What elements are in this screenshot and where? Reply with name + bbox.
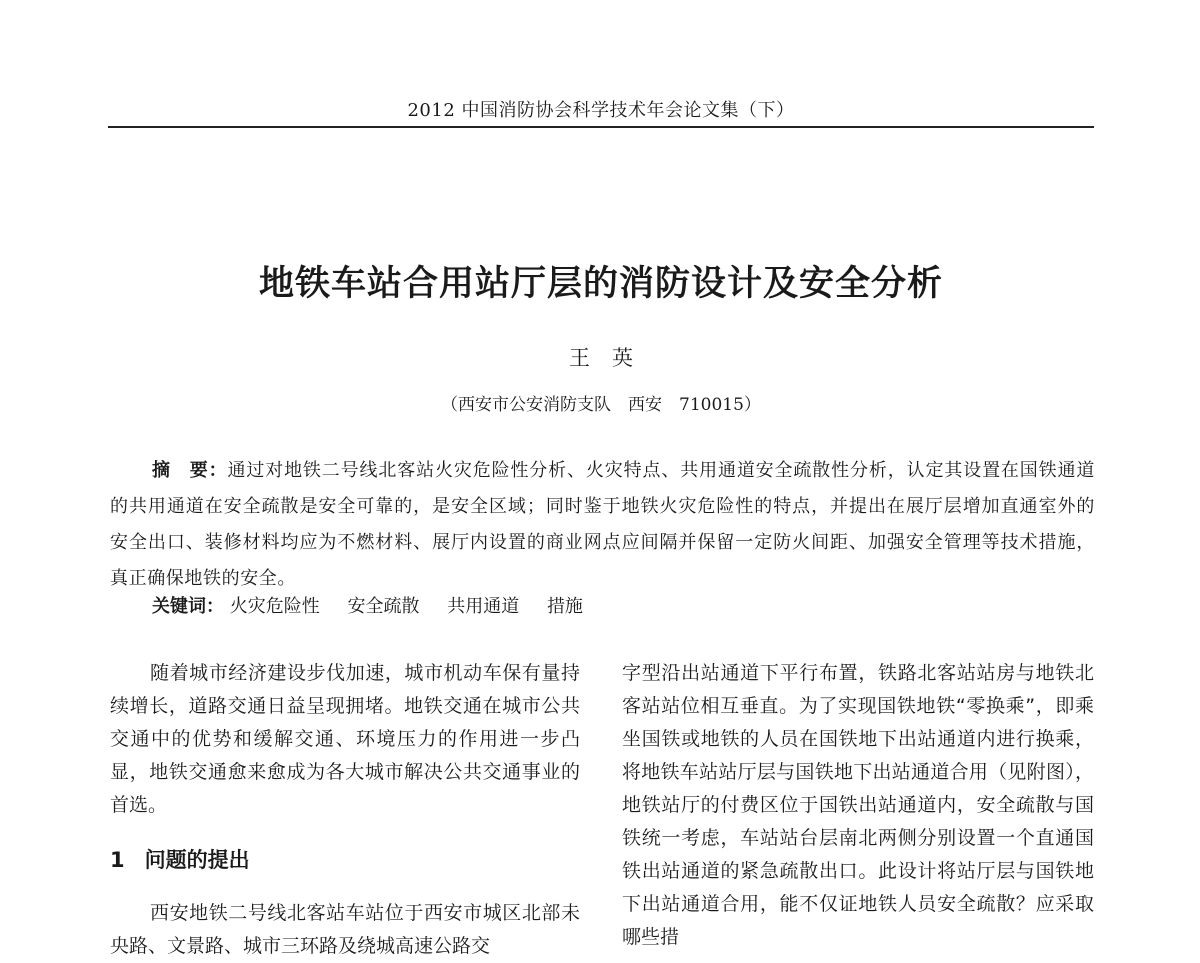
body-column-right xyxy=(622,657,1094,954)
author-affiliation: （西安市公安消防支队 西安 710015） xyxy=(441,395,761,415)
keyword-item: 共用通道 xyxy=(447,596,520,617)
keyword-item: 安全疏散 xyxy=(347,596,420,617)
keyword-item: 措施 xyxy=(546,596,583,617)
continued-paragraph: 字型沿出站通道下平行布置，铁路北客站站房与地铁北客站站位相互垂直。为了实现国铁地铁“零换乘”，即乘坐国铁或地铁的人员在国铁地下出站通道内进行换乘，将地铁车站站厅层与国铁地下出站通道合用（见附图），地铁站厅的付费区位于国铁出站通道内，安全疏散与国铁统一考虑，车站站台层南北两侧分别设置一个直通国铁出站通道的紧急疏散出口。此设计将站厅层与国铁地下出站通道合用，能不仅证地铁人员安全疏散？应采取哪些措 xyxy=(622,662,1094,948)
section-paragraph: 西安地铁二号线北客站车站位于西安市城区北部未央路、文景路、城市三环路及绕城高速公路交 xyxy=(110,902,580,957)
abstract-label: 摘 要： xyxy=(152,460,228,481)
intro-paragraph: 随着城市经济建设步伐加速，城市机动车保有量持续增长，道路交通日益呈现拥堵。地铁交通在城市公共交通中的优势和缓解交通、环境压力的作用进一步凸显，地铁交通愈来愈成为各大城市解决公共交通事业的首选。 xyxy=(110,662,580,816)
keywords xyxy=(152,592,1092,622)
author-name: 王英 xyxy=(569,346,655,370)
body-column-left xyxy=(110,657,580,963)
section-title: 问题的提出 xyxy=(144,848,250,872)
keywords-label: 关键词： xyxy=(152,596,224,617)
section-heading xyxy=(110,844,580,877)
paper-title: 地铁车站合用站厅层的消防设计及安全分析 xyxy=(258,264,943,304)
header-rule xyxy=(108,126,1094,128)
abstract xyxy=(110,453,1095,597)
keyword-item: 火灾危险性 xyxy=(229,596,320,617)
section-number: 1 xyxy=(110,848,125,872)
running-header: 2012 中国消防协会科学技术年会论文集（下） xyxy=(407,100,795,121)
abstract-text: 通过对地铁二号线北客站火灾危险性分析、火灾特点、共用通道安全疏散性分析，认定其设置在国铁通道的共用通道在安全疏散是安全可靠的，是安全区域；同时鉴于地铁火灾危险性的特点，并提出在展厅层增加直通室外的安全出口、装修材料均应为不燃材料、展厅内设置的商业网点应间隔并保留一定防火间距、加强安全管理等技术措施，真正确保地铁的安全。 xyxy=(110,460,1095,589)
